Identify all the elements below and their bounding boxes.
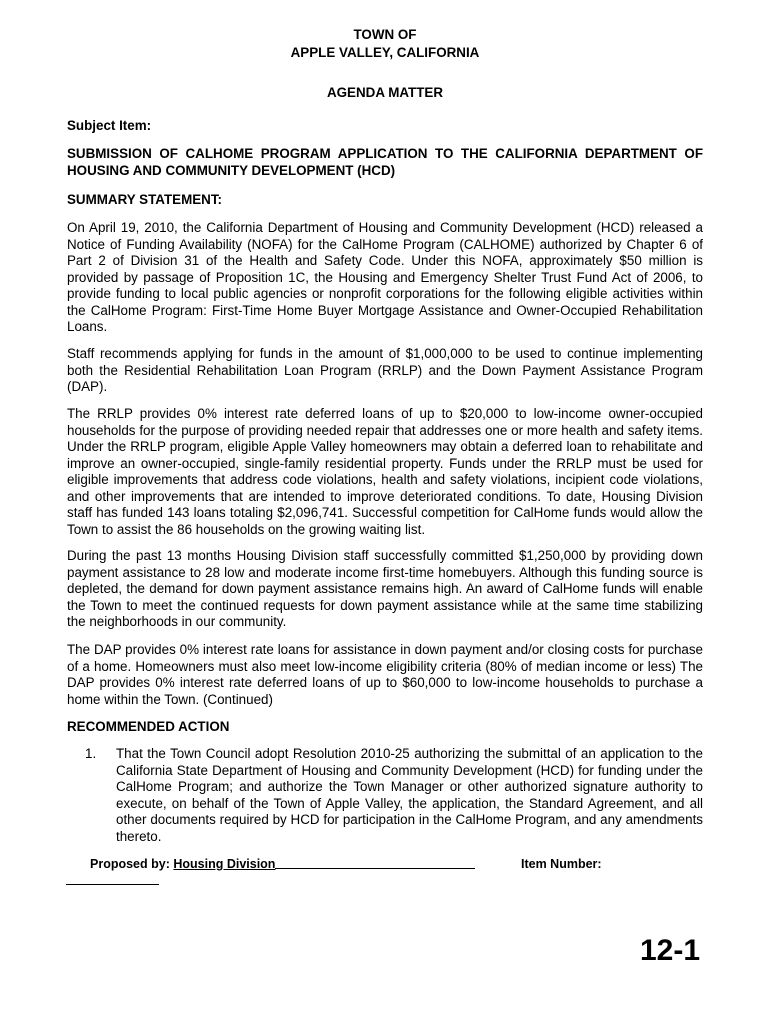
subject-title: SUBMISSION OF CALHOME PROGRAM APPLICATION TO THE CALIFORNIA DEPARTMENT OF HOUSING AND COMMUNITY DEVELOPMENT (HCD) [67,146,703,178]
header-city: APPLE VALLEY, CALIFORNIA [290,45,480,60]
page-number: 12-1 [640,934,701,967]
subject-label: Subject Item: [67,118,152,133]
paragraph-nofa: On April 19, 2010, the California Department of Housing and Community Development (HCD) released a Notice of Funding Availability (NOFA) for the CalHome Program (CALHOME) authorized by Chapter 6 of Part 2 of Division 31 of the Health and Safety Code. Under this NOFA, approximately $50 million is provided by passage of Proposition 1C, the Housing and Emergency Shelter Trust Fund Act of 2006, to provide funding to local public agencies or nonprofit corporations for the following eligible activities within the CalHome Program: First-Time Home Buyer Mortgage Assistance and Owner-Occupied Rehabilitation Loans. [67,220,703,334]
proposed-by-label: Proposed by: [90,857,170,871]
paragraph-dap: The DAP provides 0% interest rate loans for assistance in down payment and/or closing costs for purchase of a home. Homeowners must also meet low-income eligibility criteria (80% of median income or less) The DAP provides 0% interest rate deferred loans of up to $60,000 to low-income households to purchase a home within the Town. (Continued) [67,642,703,707]
paragraph-rrlp: The RRLP provides 0% interest rate deferred loans of up to $20,000 to low-income owner-occupied households for the purpose of providing needed repair that addresses one or more health and safety items. Under the RRLP program, eligible Apple Valley homeowners may obtain a deferred loan to rehabilitate and improve an owner-occupied, single-family residential property. Funds under the RRLP must be used for eligible improvements that address code violations, health and safety violations, incipient code violations, and other improvements that are intended to improve deteriorated conditions. To date, Housing Division staff has funded 143 loans totaling $2,096,741. Successful competition for CalHome funds would allow the Town to assist the 86 households on the growing waiting list. [67,406,703,537]
paragraph-dap-history: During the past 13 months Housing Division staff successfully committed $1,250,000 by providing down payment assistance to 28 low and moderate income first-time homebuyers. Although this funding source is depleted, the demand for down payment assistance remains high. An award of CalHome funds will enable the Town to meet the continued requests for down payment assistance while at the same time stabilizing the neighborhoods in our community. [67,548,703,629]
proposed-by-value: Housing Division [173,857,276,871]
item-number-label: Item Number: [521,857,602,871]
list-item-number: 1. [85,746,97,761]
header-town: TOWN OF [353,27,417,42]
proposed-by-underline [275,868,475,869]
header-agenda-matter: AGENDA MATTER [326,85,444,100]
paragraph-staff-recommends: Staff recommends applying for funds in the amount of $1,000,000 to be used to continue implementing both the Residential Rehabilitation Loan Program (RRLP) and the Down Payment Assistance Program (DAP). [67,346,703,394]
recommended-heading: RECOMMENDED ACTION [67,719,230,734]
list-item-text: That the Town Council adopt Resolution 2010-25 authorizing the submittal of an application to the California State Department of Housing and Community Development (HCD) for funding under the CalHome Program; and authorize the Town Manager or other authorized signature authority to execute, on behalf of the Town of Apple Valley, the application, the Standard Agreement, and all other documents required by HCD for participation in the CalHome Program, and any amendments thereto. [116,746,703,844]
summary-heading: SUMMARY STATEMENT: [67,192,222,207]
proposed-by [90,856,475,873]
item-number-line [66,884,159,885]
